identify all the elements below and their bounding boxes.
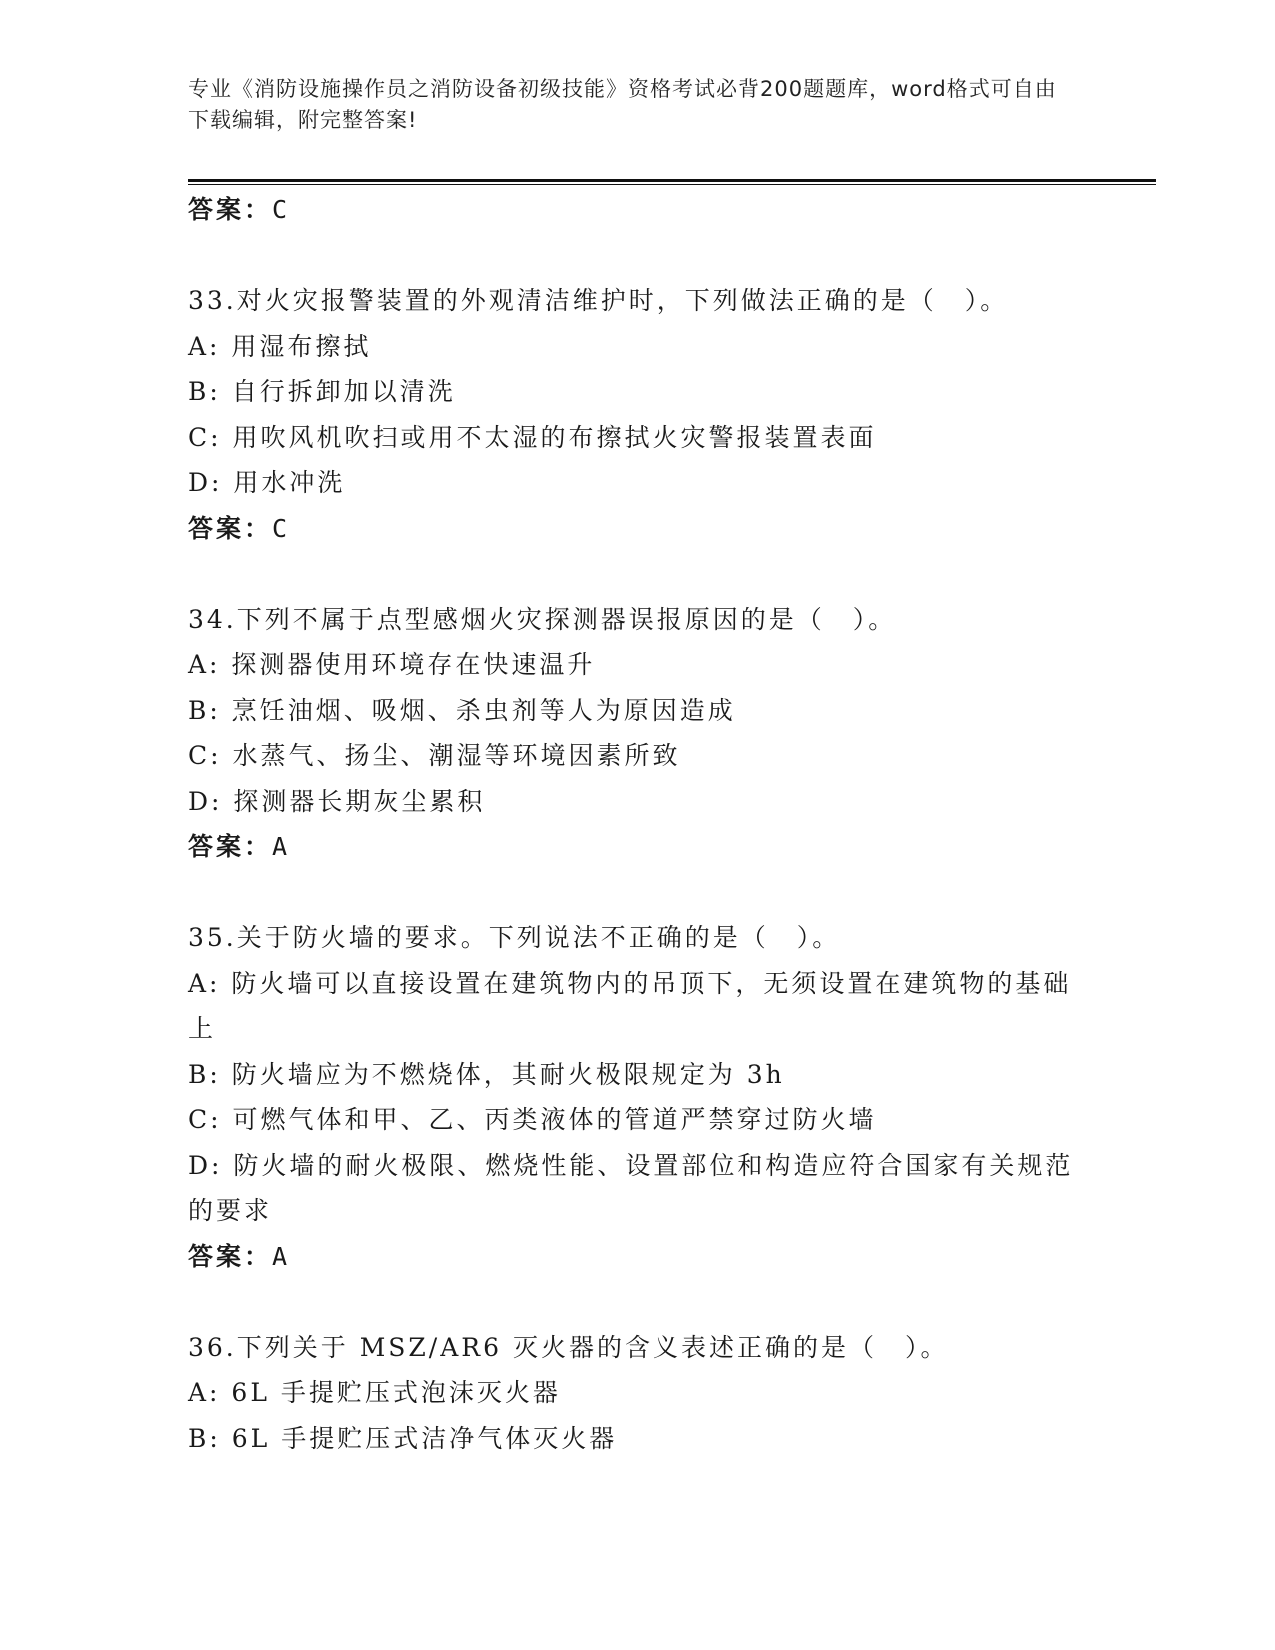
spacer [188, 1279, 1088, 1325]
answer-line [188, 506, 1088, 552]
question-stem: 34.下列不属于点型感烟火灾探测器误报原因的是（ ）。 [188, 604, 897, 634]
question-block [188, 915, 1088, 1279]
spacer [188, 551, 1088, 597]
answer-label: 答案： [188, 513, 273, 543]
document-header: 专业《消防设施操作员之消防设备初级技能》资格考试必背200题题库，word格式可自由下载编辑，附完整答案! [188, 77, 1057, 132]
answer-line [188, 824, 1088, 870]
question-stem: 36.下列关于 MSZ/AR6 灭火器的含义表述正确的是（ ）。 [188, 1332, 949, 1362]
option-b: B: 烹饪油烟、吸烟、杀虫剂等人为原因造成 [188, 695, 736, 725]
spacer [188, 233, 1088, 279]
option-a: A: 探测器使用环境存在快速温升 [188, 650, 596, 679]
option-a: A: 6L 手提贮压式泡沫灭火器 [188, 1378, 561, 1407]
option-b: B: 防火墙应为不燃烧体，其耐火极限规定为 3h [188, 1059, 785, 1089]
spacer [188, 870, 1088, 916]
option-b: B: 6L 手提贮压式洁净气体灭火器 [188, 1423, 618, 1453]
option-c: C: 可燃气体和甲、乙、丙类液体的管道严禁穿过防火墙 [188, 1105, 877, 1134]
answer-label: 答案： [188, 195, 273, 224]
option-b: B: 自行拆卸加以清洗 [188, 377, 456, 406]
question-block [188, 278, 1088, 551]
header-rule-thin [188, 184, 1156, 185]
option-c: C: 水蒸气、扬尘、潮湿等环境因素所致 [188, 741, 681, 770]
previous-answer [188, 187, 1088, 233]
header-rule-thick [188, 179, 1156, 182]
answer-value: A [272, 832, 291, 861]
answer-value: C [272, 513, 291, 543]
option-a: A: 防火墙可以直接设置在建筑物内的吊顶下，无须设置在建筑物的基础上 [188, 968, 1072, 1043]
answer-value: C [272, 195, 291, 224]
option-d: D: 探测器长期灰尘累积 [188, 786, 486, 816]
question-block [188, 1325, 1088, 1462]
option-d: D: 用水冲洗 [188, 468, 346, 497]
question-stem: 35.关于防火墙的要求。下列说法不正确的是（ ）。 [188, 923, 841, 952]
answer-line [188, 1234, 1088, 1280]
option-d: D: 防火墙的耐火极限、燃烧性能、设置部位和构造应符合国家有关规范的要求 [188, 1150, 1074, 1225]
answer-value: A [272, 1241, 291, 1271]
option-a: A: 用湿布擦拭 [188, 331, 372, 361]
answer-label: 答案： [188, 832, 273, 861]
question-list [188, 187, 1088, 1461]
question-stem: 33.对火灾报警装置的外观清洁维护时，下列做法正确的是（ ）。 [188, 286, 1009, 315]
answer-label: 答案： [188, 1241, 273, 1271]
question-block [188, 597, 1088, 870]
option-c: C: 用吹风机吹扫或用不太湿的布擦拭火灾警报装置表面 [188, 422, 877, 452]
